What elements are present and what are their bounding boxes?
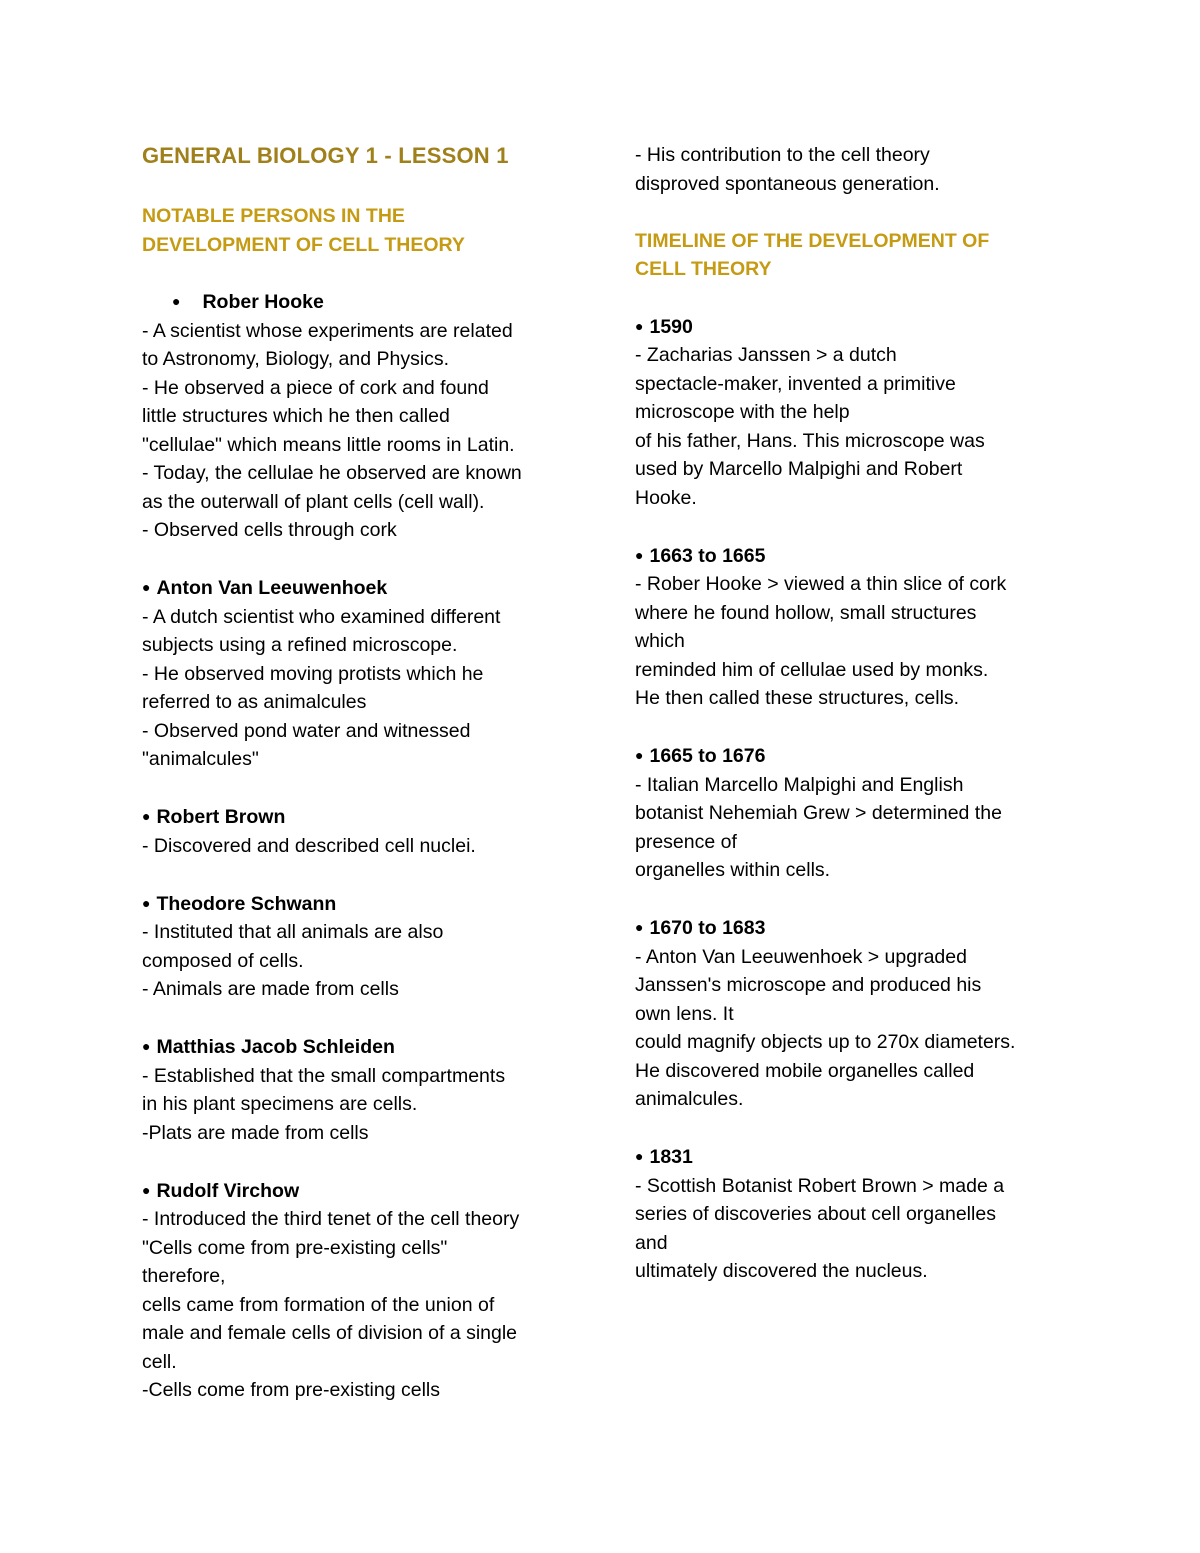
- text-line: Janssen's microscope and produced his: [635, 974, 982, 996]
- notable-persons-heading: [142, 202, 582, 259]
- heading-line: DEVELOPMENT OF CELL THEORY: [142, 233, 465, 256]
- timeline-entry-label: 1663 to 1665: [649, 544, 766, 567]
- timeline-entry-label: 1831: [649, 1146, 693, 1168]
- text-line: - A scientist whose experiments are related: [142, 319, 513, 342]
- person-entry-heading: [142, 802, 582, 832]
- text-line: own lens. It: [635, 1002, 734, 1025]
- text-line: Hooke.: [635, 486, 697, 509]
- text-line: male and female cells of division of a single: [142, 1322, 518, 1344]
- text-line: to Astronomy, Biology, and Physics.: [142, 348, 450, 370]
- timeline-entry-heading: [635, 312, 1085, 342]
- text-line: disproved spontaneous generation.: [635, 172, 940, 195]
- text-line: - He observed a piece of cork and found: [142, 376, 489, 399]
- person-entry: [142, 889, 582, 1004]
- person-entry-heading: [142, 889, 582, 919]
- continued-text: [635, 141, 1085, 198]
- text-line: series of discoveries about cell organelles: [635, 1203, 996, 1225]
- timeline-entry-label: 1665 to 1676: [649, 745, 766, 767]
- text-line: - Animals are made from cells: [142, 978, 399, 1000]
- text-line: little structures which he then called: [142, 405, 450, 427]
- text-line: - Discovered and described cell nuclei.: [142, 834, 476, 857]
- timeline-entry-heading: [635, 741, 1085, 771]
- text-line: ultimately discovered the nucleus.: [635, 1260, 928, 1282]
- bullet-icon: ●: [142, 808, 151, 824]
- bullet-icon: ●: [142, 579, 151, 595]
- text-line: referred to as animalcules: [142, 691, 367, 713]
- text-line: - Zacharias Janssen > a dutch: [635, 344, 897, 366]
- timeline-entry-heading: [635, 1142, 1085, 1172]
- person-entry-heading: [142, 1176, 582, 1206]
- bullet-icon: ●: [635, 317, 644, 334]
- text-line: therefore,: [142, 1265, 226, 1287]
- timeline-entry: [635, 312, 1085, 513]
- person-entry-label: Anton Van Leeuwenhoek: [156, 577, 388, 599]
- text-line: could magnify objects up to 270x diameters.: [635, 1031, 1016, 1053]
- text-line: where he found hollow, small structures: [635, 601, 977, 624]
- timeline-entry: [635, 1142, 1085, 1286]
- person-entry: [142, 1032, 582, 1147]
- text-line: - He observed moving protists which he: [142, 662, 484, 685]
- text-line: - His contribution to the cell theory: [635, 144, 930, 166]
- bullet-icon: ●: [635, 1148, 644, 1164]
- text-line: composed of cells.: [142, 949, 304, 972]
- person-entry-heading: [142, 573, 582, 603]
- text-line: He then called these structures, cells.: [635, 687, 960, 709]
- timeline-entry: [635, 541, 1085, 713]
- bullet-icon: ●: [635, 546, 644, 563]
- left-column: [142, 142, 582, 1433]
- text-line: - Today, the cellulae he observed are known: [142, 462, 522, 484]
- text-line: which: [635, 630, 685, 652]
- text-line: cells came from formation of the union of: [142, 1293, 495, 1316]
- right-column: [635, 141, 1085, 1314]
- text-line: and: [635, 1231, 668, 1254]
- timeline-entry-label: 1670 to 1683: [649, 917, 766, 939]
- bullet-icon: ●: [142, 1038, 151, 1054]
- person-entry: [142, 573, 582, 774]
- text-line: "Cells come from pre-existing cells": [142, 1236, 448, 1259]
- person-entry-heading: [142, 287, 582, 317]
- text-line: microscope with the help: [635, 401, 850, 423]
- text-line: - Introduced the third tenet of the cell theory: [142, 1208, 520, 1230]
- text-line: - Italian Marcello Malpighi and English: [635, 773, 964, 796]
- bullet-icon: ●: [172, 293, 181, 309]
- heading-line: NOTABLE PERSONS IN THE: [142, 205, 405, 227]
- text-line: - Observed pond water and witnessed: [142, 719, 471, 742]
- timeline-entry-heading: [635, 541, 1085, 571]
- person-entry-label: Theodore Schwann: [156, 892, 337, 915]
- timeline-list: [635, 312, 1085, 1286]
- text-line: - Instituted that all animals are also: [142, 921, 444, 943]
- person-entry: [142, 287, 582, 545]
- timeline-entry: [635, 913, 1085, 1114]
- text-line: spectacle-maker, invented a primitive: [635, 372, 956, 395]
- text-line: cell.: [142, 1350, 177, 1373]
- timeline-entry-heading: [635, 913, 1085, 943]
- bullet-icon: ●: [635, 747, 644, 763]
- text-line: - A dutch scientist who examined different: [142, 605, 501, 628]
- person-entry-label: Rudolf Virchow: [156, 1179, 300, 1202]
- text-line: - Established that the small compartments: [142, 1064, 506, 1087]
- text-line: reminded him of cellulae used by monks.: [635, 658, 989, 681]
- text-line: of his father, Hans. This microscope was: [635, 429, 985, 452]
- text-line: - Observed cells through cork: [142, 519, 397, 541]
- text-line: botanist Nehemiah Grew > determined the: [635, 802, 1002, 824]
- heading-line: CELL THEORY: [635, 258, 772, 280]
- bullet-icon: ●: [635, 919, 644, 935]
- person-entry: [142, 802, 582, 860]
- text-line: in his plant specimens are cells.: [142, 1093, 418, 1115]
- text-line: animalcules.: [635, 1088, 744, 1110]
- text-line: used by Marcello Malpighi and Robert: [635, 458, 963, 480]
- person-entry-heading: [142, 1032, 582, 1062]
- text-line: organelles within cells.: [635, 859, 831, 881]
- text-line: presence of: [635, 830, 737, 853]
- text-line: - Anton Van Leeuwenhoek > upgraded: [635, 945, 967, 968]
- text-line: as the outerwall of plant cells (cell wall).: [142, 490, 485, 513]
- person-entry-label: Matthias Jacob Schleiden: [156, 1036, 395, 1058]
- text-line: "cellulae" which means little rooms in Latin.: [142, 433, 515, 456]
- person-entry-label: Rober Hooke: [202, 291, 324, 313]
- timeline-heading: [635, 227, 1085, 284]
- timeline-entry: [635, 741, 1085, 885]
- text-line: - Scottish Botanist Robert Brown > made a: [635, 1174, 1005, 1197]
- person-entry: [142, 1176, 582, 1405]
- bullet-icon: ●: [142, 1181, 151, 1198]
- bullet-icon: ●: [142, 894, 151, 911]
- text-line: - Rober Hooke > viewed a thin slice of cork: [635, 573, 1007, 595]
- text-line: "animalcules": [142, 748, 259, 770]
- text-line: He discovered mobile organelles called: [635, 1059, 975, 1082]
- text-line: subjects using a refined microscope.: [142, 634, 458, 656]
- persons-list: [142, 287, 582, 1405]
- person-entry-label: Robert Brown: [156, 806, 286, 828]
- timeline-entry-label: 1590: [649, 315, 693, 338]
- document-title: GENERAL BIOLOGY 1 - LESSON 1: [142, 143, 509, 168]
- heading-line: TIMELINE OF THE DEVELOPMENT OF: [635, 229, 990, 252]
- text-line: -Plats are made from cells: [142, 1121, 369, 1144]
- text-line: -Cells come from pre-existing cells: [142, 1379, 440, 1401]
